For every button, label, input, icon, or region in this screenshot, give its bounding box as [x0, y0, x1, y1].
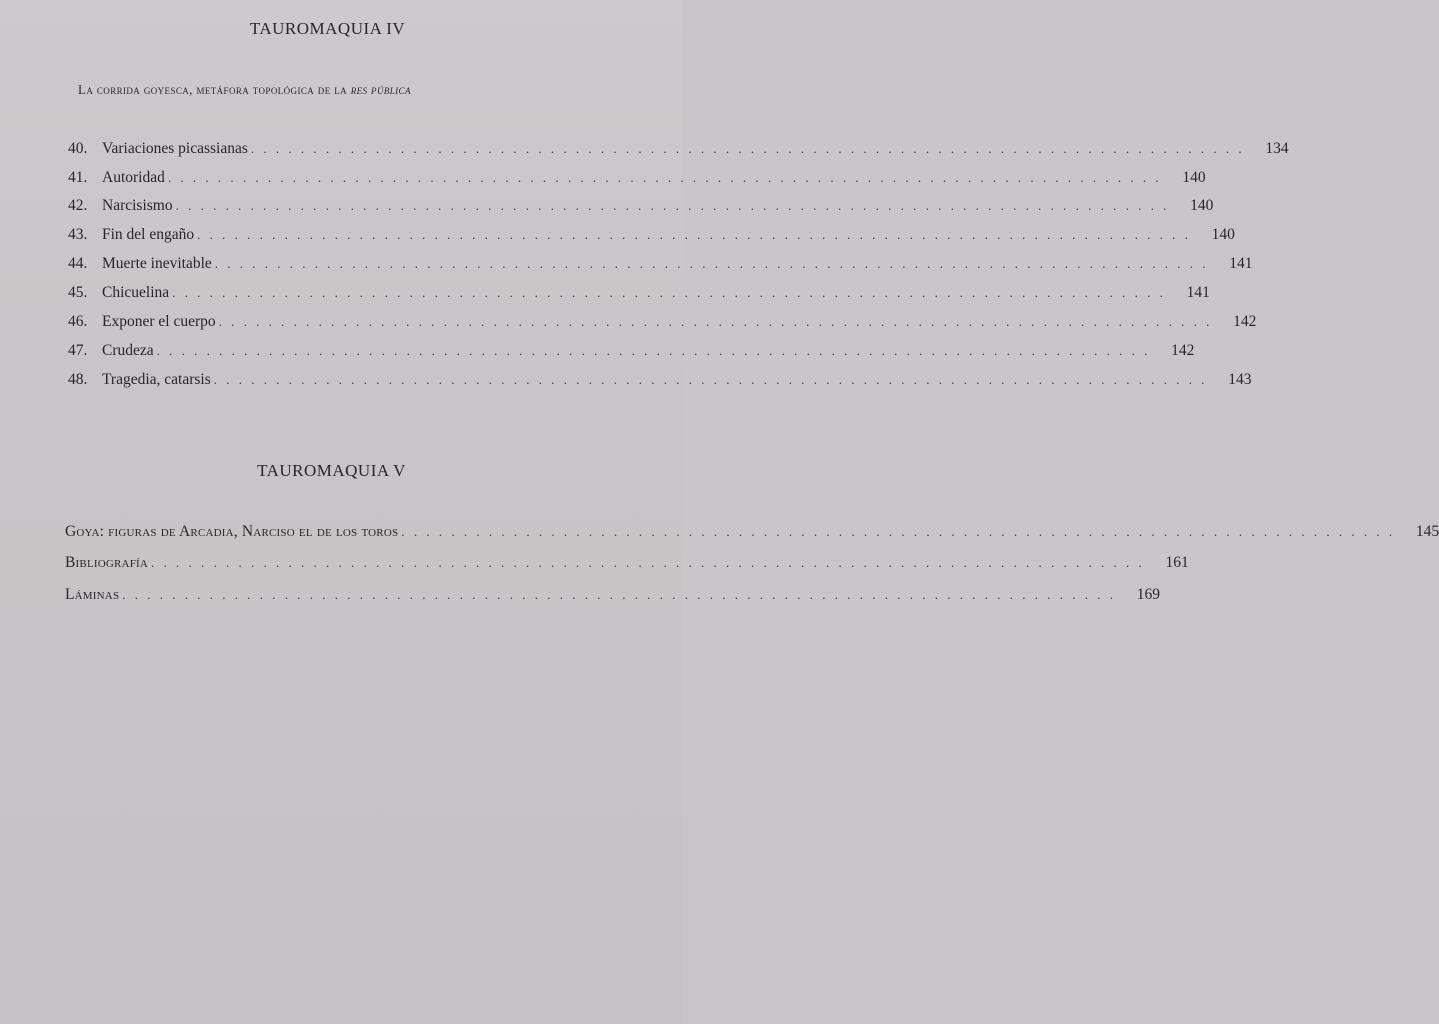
leader-dots: . . . . . . . . . . . . . . . . . . . . . . . . . . . . . . . . . . . . . . . . . . . . . . . . . . . . . . . . . . . . . . . . . . . . . . . . . . . . . . . .	[214, 256, 1209, 271]
leader-dots: . . . . . . . . . . . . . . . . . . . . . . . . . . . . . . . . . . . . . . . . . . . . . . . . . . . . . . . . . . . . . . . . . . . . . . . . . . . . . . . .	[156, 343, 1151, 358]
toc-entry[interactable]	[68, 169, 1206, 191]
entry-page: 141	[1229, 255, 1253, 272]
toc-entry[interactable]	[68, 226, 1235, 248]
toc-entry[interactable]	[68, 313, 1257, 335]
entry-label: Muerte inevitable	[102, 255, 212, 272]
toc-entry[interactable]	[68, 371, 1252, 393]
toc-entry[interactable]	[68, 342, 1195, 364]
entry-label: Tragedia, catarsis	[102, 371, 211, 388]
entry-page: 140	[1190, 197, 1214, 214]
entry-page: 143	[1228, 371, 1252, 388]
entry-number: 47.	[68, 342, 88, 359]
entry-label: Autoridad	[102, 169, 165, 186]
entry-number: 40.	[68, 140, 88, 157]
toc-entry[interactable]	[68, 197, 1214, 219]
subtitle-italic: res pública	[350, 82, 411, 97]
leader-dots: . . . . . . . . . . . . . . . . . . . . . . . . . . . . . . . . . . . . . . . . . . . . . . . . . . . . . . . . . . . . . . . . . . . . . . . . . . . . . . . .	[167, 170, 1162, 185]
leader-dots: . . . . . . . . . . . . . . . . . . . . . . . . . . . . . . . . . . . . . . . . . . . . . . . . . . . . . . . . . . . . . . . . . . . . . . . . . . . . . . . .	[172, 285, 1166, 300]
entry-page: 134	[1265, 140, 1289, 157]
entry-number: 45.	[68, 284, 88, 301]
entry-page: 140	[1182, 169, 1206, 186]
entry-page: 161	[1165, 554, 1189, 571]
entry-label: Variaciones picassianas	[102, 140, 248, 157]
entry-label: Crudeza	[102, 342, 154, 359]
entry-number: 46.	[68, 313, 88, 330]
toc-entry[interactable]	[68, 140, 1289, 162]
toc-entry[interactable]	[68, 255, 1253, 277]
entry-page: 142	[1171, 342, 1195, 359]
entry-page: 169	[1136, 586, 1161, 603]
entry-label: Fin del engaño	[102, 226, 195, 243]
leader-dots: . . . . . . . . . . . . . . . . . . . . . . . . . . . . . . . . . . . . . . . . . . . . . . . . . . . . . . . . . . . . . . . . . . . . . . . . . . . . . . . .	[175, 198, 1170, 213]
entry-number: 42.	[68, 197, 88, 214]
toc-entry[interactable]	[65, 523, 1439, 545]
entry-number: 43.	[68, 226, 88, 243]
entry-number: 41.	[68, 169, 88, 186]
leader-dots: . . . . . . . . . . . . . . . . . . . . . . . . . . . . . . . . . . . . . . . . . . . . . . . . . . . . . . . . . . . . . . . . . . . . . . . . . . . . . . . .	[401, 524, 1396, 539]
entry-label: Goya: figuras de Arcadia, Narciso el de los toros	[65, 523, 399, 540]
subtitle-main: La corrida goyesca, metáfora topológica de la	[78, 82, 348, 97]
leader-dots: . . . . . . . . . . . . . . . . . . . . . . . . . . . . . . . . . . . . . . . . . . . . . . . . . . . . . . . . . . . . . . . . . . . . . . . . . . . . . . . .	[151, 555, 1145, 570]
entry-page: 141	[1186, 284, 1210, 301]
entry-page: 145	[1415, 523, 1439, 540]
toc-entry[interactable]	[65, 554, 1189, 576]
entry-label: Bibliografía	[65, 554, 149, 571]
entry-label: Narcisismo	[102, 197, 173, 214]
section-subtitle	[78, 82, 411, 98]
leader-dots: . . . . . . . . . . . . . . . . . . . . . . . . . . . . . . . . . . . . . . . . . . . . . . . . . . . . . . . . . . . . . . . . . . . . . . . . . . . . . . . .	[197, 227, 1191, 242]
entry-label: Chicuelina	[102, 284, 170, 301]
leader-dots: . . . . . . . . . . . . . . . . . . . . . . . . . . . . . . . . . . . . . . . . . . . . . . . . . . . . . . . . . . . . . . . . . . . . . . . . . . . . . . . .	[250, 141, 1245, 156]
entry-page: 140	[1211, 226, 1235, 243]
entry-label: Láminas	[65, 586, 120, 603]
toc-entry[interactable]	[65, 586, 1161, 608]
section-title-tauromaquia-v: TAUROMAQUIA V	[257, 461, 406, 480]
leader-dots: . . . . . . . . . . . . . . . . . . . . . . . . . . . . . . . . . . . . . . . . . . . . . . . . . . . . . . . . . . . . . . . . . . . . . . . . . . . . . . . .	[218, 314, 1213, 329]
entry-label: Exponer el cuerpo	[102, 313, 216, 330]
section-title-tauromaquia-iv: TAUROMAQUIA IV	[249, 19, 406, 38]
leader-dots: . . . . . . . . . . . . . . . . . . . . . . . . . . . . . . . . . . . . . . . . . . . . . . . . . . . . . . . . . . . . . . . . . . . . . . . . . . . . . . . .	[122, 587, 1117, 602]
entry-number: 44.	[68, 255, 88, 272]
leader-dots: . . . . . . . . . . . . . . . . . . . . . . . . . . . . . . . . . . . . . . . . . . . . . . . . . . . . . . . . . . . . . . . . . . . . . . . . . . . . . . . .	[213, 372, 1208, 387]
toc-entry[interactable]	[68, 284, 1210, 306]
entry-page: 142	[1233, 313, 1257, 330]
entry-number: 48.	[68, 371, 88, 388]
